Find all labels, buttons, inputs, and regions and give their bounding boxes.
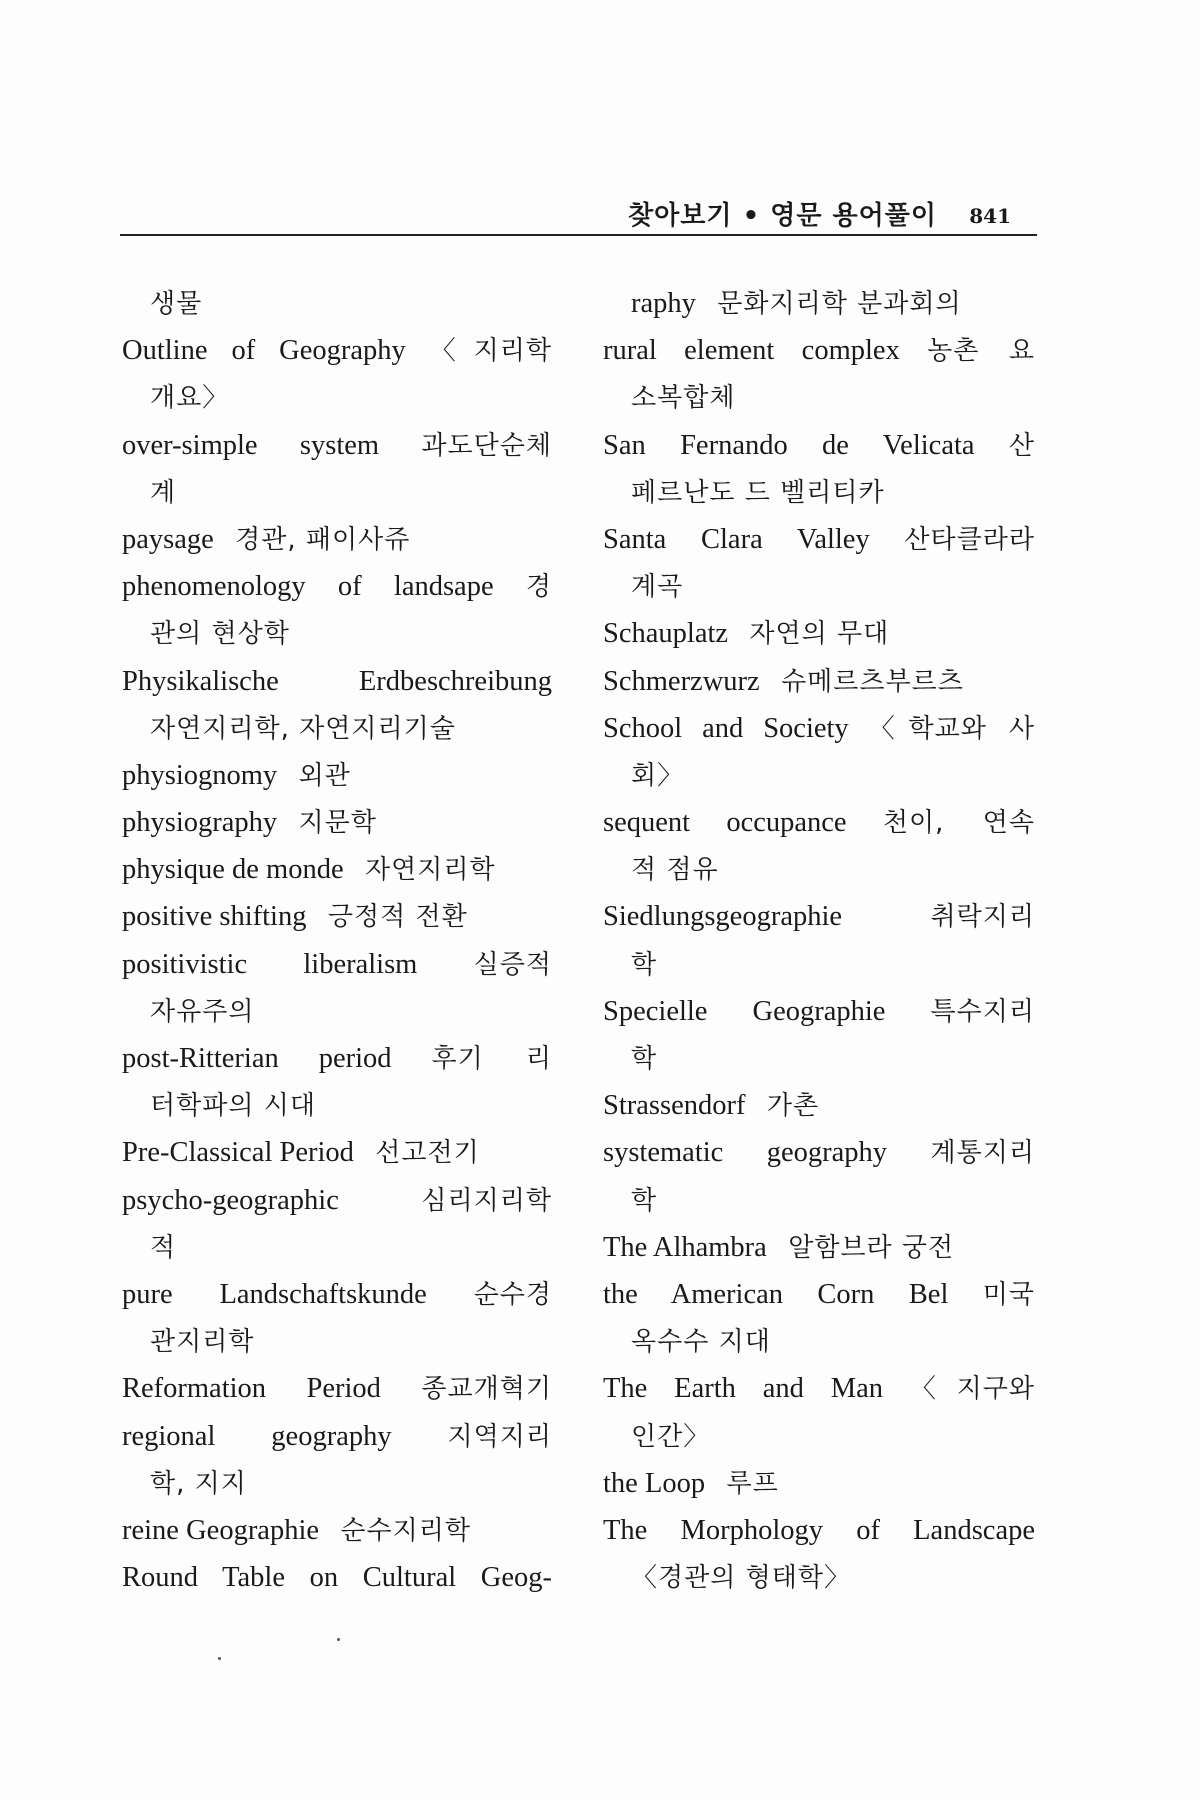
term-korean: 과도단순체 bbox=[421, 430, 552, 461]
index-line bbox=[122, 1035, 552, 1082]
term-korean: 순수지리학 bbox=[340, 1515, 471, 1546]
index-line bbox=[122, 327, 552, 374]
index-line bbox=[122, 988, 552, 1035]
term-korean: 특수지리 bbox=[930, 996, 1035, 1027]
term-korean: 옥수수 지대 bbox=[631, 1327, 771, 1358]
term-english: the American Corn Bel bbox=[603, 1278, 949, 1310]
term-english: physiography bbox=[122, 807, 278, 839]
term-english: positive shifting bbox=[122, 901, 307, 933]
term-korean: 적 bbox=[150, 1232, 177, 1263]
term-korean: 자연지리학 bbox=[365, 855, 496, 886]
index-line bbox=[122, 422, 552, 469]
term-english: School and Society bbox=[603, 712, 849, 744]
term-korean: 경관, 패이사쥬 bbox=[235, 524, 411, 555]
index-line bbox=[122, 752, 552, 799]
term-english: phenomenology of landsape bbox=[122, 571, 494, 603]
index-line bbox=[603, 705, 1035, 752]
term-korean: 〈경관의 형태학〉 bbox=[631, 1563, 851, 1594]
index-line bbox=[603, 658, 1035, 705]
term-korean: 계통지리 bbox=[930, 1138, 1035, 1169]
term-korean: 지역지리 bbox=[447, 1421, 553, 1452]
term-english: physiognomy bbox=[122, 759, 278, 791]
index-line bbox=[603, 1507, 1035, 1554]
index-line bbox=[603, 1177, 1035, 1224]
term-korean: 회〉 bbox=[631, 760, 685, 791]
term-korean: 자연의 무대 bbox=[749, 619, 890, 650]
term-korean: 관의 현상학 bbox=[150, 619, 290, 650]
index-line bbox=[603, 1224, 1035, 1271]
term-korean: 적 점유 bbox=[631, 855, 719, 886]
index-line bbox=[603, 516, 1035, 563]
index-line bbox=[122, 1082, 552, 1129]
index-line bbox=[122, 1177, 552, 1224]
term-english: The Alhambra bbox=[603, 1231, 767, 1263]
index-line bbox=[122, 1365, 552, 1412]
index-line bbox=[603, 752, 1035, 799]
term-english: rural element complex bbox=[603, 335, 900, 367]
index-line bbox=[122, 1318, 552, 1365]
index-line bbox=[603, 1035, 1035, 1082]
term-english: Strassendorf bbox=[603, 1090, 746, 1122]
term-korean: 페르난도 드 벨리티카 bbox=[631, 477, 885, 508]
term-korean: 〈지구와 bbox=[909, 1374, 1035, 1405]
term-korean: 심리지리학 bbox=[421, 1185, 552, 1216]
term-korean: 계 bbox=[150, 477, 177, 508]
term-korean: 학 bbox=[631, 1044, 658, 1074]
term-english: the Loop bbox=[603, 1467, 706, 1499]
term-korean: 경 bbox=[525, 572, 552, 603]
index-line bbox=[603, 563, 1035, 610]
term-korean: 문화지리학 분과회의 bbox=[717, 289, 962, 319]
index-line bbox=[603, 799, 1035, 846]
term-korean: 종교개혁기 bbox=[421, 1374, 552, 1405]
index-line bbox=[603, 1460, 1035, 1507]
right-column bbox=[603, 280, 1035, 1601]
index-line bbox=[122, 1224, 552, 1271]
term-english: Round Table on Cultural Geog- bbox=[122, 1562, 552, 1594]
term-korean: 자연지리학, 자연지리기술 bbox=[150, 713, 456, 744]
term-english: systematic geography bbox=[603, 1137, 888, 1169]
term-korean: 터학파의 시대 bbox=[150, 1091, 316, 1122]
term-korean: 산 bbox=[1008, 430, 1035, 461]
term-english: raphy bbox=[631, 288, 696, 319]
term-korean: 학 bbox=[631, 1185, 658, 1216]
term-english: pure Landschaftskunde bbox=[122, 1278, 427, 1310]
term-korean: 실증적 bbox=[473, 949, 552, 980]
index-line bbox=[122, 469, 552, 516]
index-line bbox=[122, 893, 552, 940]
term-korean: 농촌 요 bbox=[927, 336, 1035, 367]
term-english: post-Ritterian period bbox=[122, 1043, 392, 1074]
term-english: The Morphology of Landscape bbox=[603, 1514, 1035, 1546]
term-korean: 슈메르츠부르츠 bbox=[781, 666, 964, 697]
index-line bbox=[603, 1413, 1035, 1460]
index-line bbox=[603, 469, 1035, 516]
term-korean: 미국 bbox=[982, 1279, 1036, 1310]
index-line bbox=[122, 1413, 552, 1460]
left-column bbox=[122, 280, 552, 1601]
index-line bbox=[603, 988, 1035, 1035]
index-line bbox=[603, 1271, 1035, 1318]
term-korean: 생물 bbox=[150, 289, 203, 319]
index-line bbox=[603, 374, 1035, 421]
index-line bbox=[603, 422, 1035, 469]
index-line bbox=[603, 280, 1035, 327]
term-english: psycho-geographic bbox=[122, 1184, 339, 1216]
index-line bbox=[122, 516, 552, 563]
term-korean: 관지리학 bbox=[150, 1327, 255, 1358]
term-korean: 소복합체 bbox=[631, 383, 736, 414]
index-line bbox=[122, 1271, 552, 1318]
index-line bbox=[603, 610, 1035, 657]
page-number: 841 bbox=[969, 204, 1011, 228]
term-english: San Fernando de Velicata bbox=[603, 429, 975, 461]
term-korean: 취락지리 bbox=[930, 902, 1035, 933]
index-line bbox=[122, 941, 552, 988]
index-line bbox=[122, 658, 552, 705]
term-english: Schmerzwurz bbox=[603, 665, 760, 697]
index-line bbox=[122, 799, 552, 846]
index-line bbox=[603, 1318, 1035, 1365]
term-english: Santa Clara Valley bbox=[603, 523, 870, 555]
index-line bbox=[603, 1554, 1035, 1601]
term-korean: 가촌 bbox=[766, 1091, 820, 1122]
term-korean: 긍정적 전환 bbox=[327, 902, 468, 933]
term-english: physique de monde bbox=[122, 854, 344, 886]
term-english: The Earth and Man bbox=[603, 1373, 884, 1405]
term-korean: 천이, 연속 bbox=[882, 808, 1035, 839]
index-line bbox=[122, 563, 552, 610]
term-korean: 〈학교와 사 bbox=[868, 713, 1036, 744]
term-english: paysage bbox=[122, 523, 214, 555]
term-korean: 후기 리 bbox=[431, 1044, 553, 1074]
term-english: Reformation Period bbox=[122, 1373, 381, 1405]
term-english: Pre-Classical Period bbox=[122, 1137, 354, 1169]
term-english: Outline of Geography bbox=[122, 335, 406, 367]
term-english: Specielle Geographie bbox=[603, 995, 886, 1027]
term-korean: 학, 지지 bbox=[150, 1468, 247, 1499]
index-line bbox=[122, 280, 552, 327]
term-english: reine Geographie bbox=[122, 1514, 320, 1546]
term-korean: 순수경 bbox=[473, 1279, 552, 1310]
term-korean: 선고전기 bbox=[375, 1138, 480, 1169]
term-korean: 외관 bbox=[298, 760, 351, 791]
term-korean: 루프 bbox=[726, 1468, 779, 1499]
term-english: Schauplatz bbox=[603, 618, 729, 650]
term-korean: 알함브라 궁전 bbox=[788, 1232, 955, 1263]
term-korean: 〈지리학 bbox=[429, 336, 552, 367]
index-line bbox=[603, 1082, 1035, 1129]
index-line bbox=[603, 846, 1035, 893]
term-english: sequent occupance bbox=[603, 807, 847, 839]
index-line bbox=[122, 846, 552, 893]
index-line bbox=[122, 705, 552, 752]
index-line bbox=[603, 893, 1035, 940]
term-english: regional geography bbox=[122, 1420, 392, 1452]
index-line bbox=[603, 1129, 1035, 1176]
index-line bbox=[122, 1460, 552, 1507]
term-english: over-simple system bbox=[122, 429, 380, 461]
term-korean: 지문학 bbox=[298, 808, 377, 839]
index-line bbox=[122, 1507, 552, 1554]
index-line bbox=[122, 1554, 552, 1601]
term-korean: 인간〉 bbox=[631, 1421, 711, 1452]
header-title: 찾아보기 • 영문 용어풀이 bbox=[628, 201, 937, 231]
index-line bbox=[122, 1129, 552, 1176]
term-english: Siedlungsgeographie bbox=[603, 901, 843, 933]
term-korean: 학 bbox=[631, 949, 658, 980]
index-line bbox=[603, 1365, 1035, 1412]
index-line bbox=[603, 941, 1035, 988]
index-line bbox=[603, 327, 1035, 374]
term-korean: 개요〉 bbox=[150, 383, 230, 414]
index-line bbox=[122, 610, 552, 657]
term-english: Physikalische Erdbeschreibung bbox=[122, 665, 552, 697]
term-korean: 계곡 bbox=[631, 572, 684, 603]
term-english: positivistic liberalism bbox=[122, 948, 418, 980]
running-header bbox=[120, 198, 1037, 236]
term-korean: 자유주의 bbox=[150, 996, 255, 1027]
term-korean: 산타클라라 bbox=[904, 524, 1035, 555]
index-line bbox=[122, 374, 552, 421]
